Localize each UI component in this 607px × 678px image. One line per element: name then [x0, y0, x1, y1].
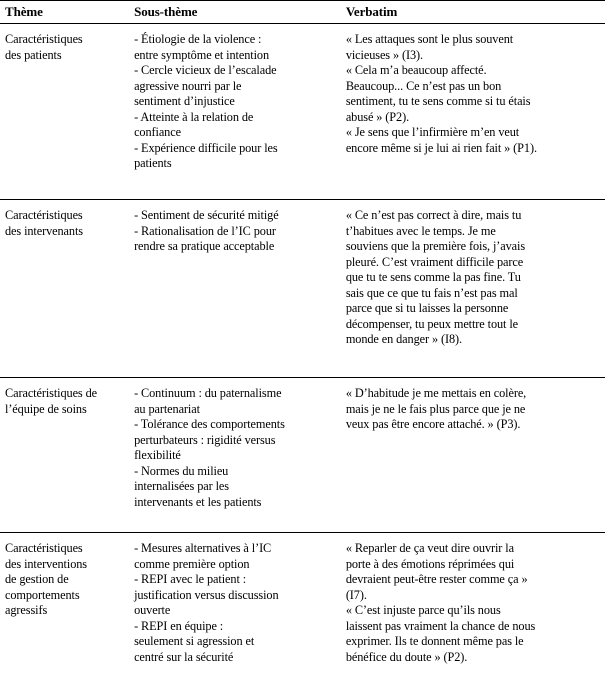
theme-cell — [0, 24, 129, 200]
verbatim-line: Beaucoup... Ce n’est pas un bon — [345, 78, 502, 93]
verbatim-line: « Reparler de ça veut dire ouvrir la — [345, 541, 514, 555]
table-row — [0, 200, 605, 378]
theme-cell — [0, 378, 129, 533]
sous-theme-line: - Expérience difficile pour les — [134, 140, 278, 155]
verbatim-line: exprimer. Ils te donnent même pas le — [345, 634, 524, 648]
verbatim-line: bénéfice du doute » (P2). — [345, 649, 468, 664]
sous-theme-cell — [129, 24, 341, 200]
sous-theme-line: - Étiologie de la violence : — [134, 32, 262, 46]
sous-theme-line: intervenants et les patients — [134, 494, 262, 509]
theme-line: de gestion de — [5, 572, 69, 586]
verbatim-line: laissent pas vraiment la chance de nous — [345, 618, 536, 633]
verbatim-line: « Ce n’est pas correct à dire, mais tu — [345, 208, 522, 222]
header-verbatim: Verbatim — [341, 1, 605, 24]
sous-theme-line: internalisées par les — [134, 479, 229, 493]
verbatim-cell — [341, 533, 605, 666]
sous-theme-cell — [129, 378, 341, 533]
sous-theme-line: patients — [134, 156, 172, 170]
verbatim-line: « Les attaques sont le plus souvent — [345, 32, 514, 46]
sous-theme-line: au partenariat — [134, 401, 200, 416]
sous-theme-line: - Continuum : du paternalisme — [134, 386, 282, 400]
verbatim-cell — [341, 378, 605, 533]
verbatim-line: encore même si je lui ai rien fait » (P1). — [345, 140, 537, 155]
theme-cell — [0, 533, 129, 666]
header-theme: Thème — [0, 1, 129, 24]
verbatim-line: souviens que la première fois, j’avais — [345, 239, 526, 253]
theme-line: Caractéristiques — [5, 32, 83, 46]
table-row — [0, 533, 605, 666]
verbatim-line: devraient peut-être rester comme ça » — [345, 572, 528, 586]
verbatim-cell — [341, 24, 605, 200]
sous-theme-line: - REPI avec le patient : — [134, 572, 247, 586]
sous-theme-line: - Cercle vicieux de l’escalade — [134, 63, 277, 77]
sous-theme-cell — [129, 200, 341, 378]
sous-theme-line: sentiment d’injustice — [134, 94, 235, 108]
theme-line: agressifs — [5, 603, 48, 617]
sous-theme-line: - Sentiment de sécurité mitigé — [134, 208, 279, 222]
theme-line: Caractéristiques — [5, 541, 83, 555]
sous-theme-line: centré sur la sécurité — [134, 649, 234, 664]
sous-theme-line: - Tolérance des comportements — [134, 417, 285, 431]
theme-line: des patients — [5, 47, 62, 62]
theme-line: des intervenants — [5, 223, 83, 238]
verbatim-line: « D’habitude je me mettais en colère, — [345, 386, 527, 400]
sous-theme-line: perturbateurs : rigidité versus — [134, 432, 276, 447]
verbatim-line: veux pas être encore attaché. » (P3). — [345, 417, 521, 431]
sous-theme-line: - REPI en équipe : — [134, 618, 224, 633]
sous-theme-line: confiance — [134, 125, 181, 139]
verbatim-line: t’habitues avec le temps. Je me — [345, 223, 496, 238]
verbatim-line: sais que ce que tu fais n’est pas mal — [345, 285, 518, 300]
sous-theme-line: seulement si agression et — [134, 634, 255, 648]
sous-theme-line: comme première option — [134, 556, 250, 571]
theme-line: l’équipe de soins — [5, 401, 87, 416]
verbatim-line: sentiment, tu te sens comme si tu étais — [345, 94, 531, 108]
sous-theme-line: ouverte — [134, 603, 171, 617]
theme-line: comportements — [5, 587, 80, 602]
theme-line: des interventions — [5, 556, 87, 571]
theme-line: Caractéristiques de — [5, 386, 97, 400]
sous-theme-line: agressive nourri par le — [134, 78, 242, 93]
verbatim-line: « Cela m’a beaucoup affecté. — [345, 63, 487, 77]
header-row — [0, 1, 605, 24]
sous-theme-line: entre symptôme et intention — [134, 47, 269, 62]
theme-cell — [0, 200, 129, 378]
verbatim-line: porte à des émotions réprimées qui — [345, 556, 515, 571]
table-row — [0, 24, 605, 200]
verbatim-line: « C’est injuste parce qu’ils nous — [345, 603, 501, 617]
verbatim-cell — [341, 200, 605, 378]
verbatim-line: abusé » (P2). — [345, 109, 410, 124]
sous-theme-line: flexibilité — [134, 448, 181, 462]
verbatim-line: (I7). — [345, 587, 367, 602]
verbatim-line: vicieuses » (I3). — [345, 47, 423, 62]
verbatim-line: monde en danger » (I8). — [345, 332, 462, 346]
verbatim-line: que tu te sens comme la pas fine. Tu — [345, 270, 521, 284]
verbatim-line: décompenser, tu peux mettre tout le — [345, 316, 519, 331]
table-body — [0, 24, 605, 666]
theme-line: Caractéristiques — [5, 208, 83, 222]
verbatim-line: mais je ne le fais plus parce que je ne — [345, 401, 526, 416]
sous-theme-line: - Mesures alternatives à l’IC — [134, 541, 272, 555]
table-row — [0, 378, 605, 533]
sous-theme-line: - Normes du milieu — [134, 463, 229, 478]
sous-theme-line: justification versus discussion — [134, 587, 279, 602]
verbatim-line: « Je sens que l’infirmière m’en veut — [345, 125, 520, 139]
sous-theme-cell — [129, 533, 341, 666]
verbatim-line: pleuré. C’est vraiment difficile parce — [345, 254, 524, 269]
verbatim-line: parce que si tu laisses la personne — [345, 301, 509, 315]
sous-theme-line: - Atteinte à la relation de — [134, 109, 254, 124]
sous-theme-line: - Rationalisation de l’IC pour — [134, 223, 276, 238]
header-sous-theme: Sous-thème — [129, 1, 341, 24]
sous-theme-line: rendre sa pratique acceptable — [134, 239, 275, 253]
